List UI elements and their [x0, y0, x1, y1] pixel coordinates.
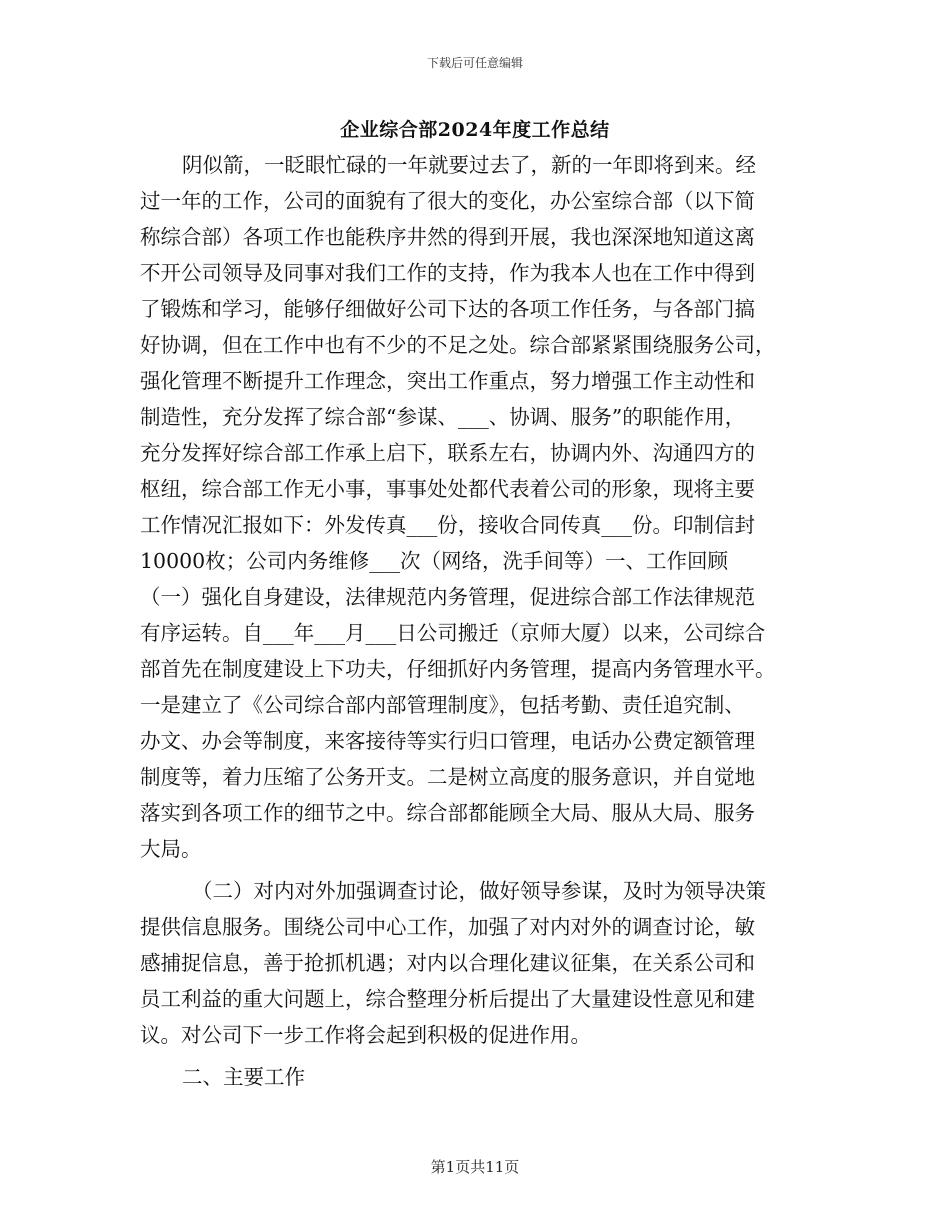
- paragraph-line: 了锻炼和学习，能够仔细做好公司下达的各项工作任务，与各部门搞: [140, 297, 755, 321]
- paragraph-line: 落实到各项工作的细节之中。综合部都能顾全大局、服从大局、服务: [140, 801, 755, 825]
- paragraph-line: 制度等，着力压缩了公务开支。二是树立高度的服务意识，并自觉地: [140, 765, 755, 789]
- paragraph-line: 部首先在制度建设上下功夫，仔细抓好内务管理，提高内务管理水平。: [140, 657, 776, 681]
- paragraph-line: 一是建立了《公司综合部内部管理制度》，包括考勤、责任追究制、: [140, 693, 745, 717]
- page-footer: 第1页共11页: [430, 1158, 520, 1176]
- paragraph-line: 工作情况汇报如下：外发传真___份，接收合同传真___份。印制信封: [140, 513, 755, 537]
- paragraph-line: 不开公司领导及同事对我们工作的支持，作为我本人也在工作中得到: [140, 261, 755, 285]
- paragraph-line: 制造性，充分发挥了综合部“参谋、___、协调、服务”的职能作用，: [140, 405, 746, 429]
- header-note: 下载后可任意编辑: [426, 56, 523, 70]
- paragraph-line: 议。对公司下一步工作将会起到积极的促进作用。: [140, 1023, 591, 1047]
- section-heading-1: （一）强化自身建设，法律规范内务管理，促进综合部工作法律规范: [140, 585, 755, 609]
- paragraph-line: 有序运转。自___年___月___日公司搬迁（京师大厦）以来，公司综合: [140, 621, 766, 645]
- section-heading-main-work: 二、主要工作: [182, 1065, 305, 1089]
- paragraph-line: 过一年的工作，公司的面貌有了很大的变化，办公室综合部（以下简: [140, 189, 755, 213]
- paragraph-line: 感捕捉信息，善于抢抓机遇；对内以合理化建议征集，在关系公司和: [140, 951, 755, 975]
- paragraph-line: 强化管理不断提升工作理念，突出工作重点，努力增强工作主动性和: [140, 369, 755, 393]
- paragraph-line: 10000枚；公司内务维修___次（网络，洗手间等）一、工作回顾: [140, 549, 728, 573]
- section-heading-2: （二）对内对外加强调查讨论，做好领导参谋，及时为领导决策: [192, 879, 766, 903]
- document-body: [140, 147, 805, 1095]
- paragraph-line: 大局。: [140, 837, 202, 861]
- paragraph-line: 称综合部）各项工作也能秩序井然的得到开展，我也深深地知道这离: [140, 225, 755, 249]
- paragraph-line: 提供信息服务。围绕公司中心工作，加强了对内对外的调查讨论，敏: [140, 915, 755, 939]
- document-title: 企业综合部2024年度工作总结: [340, 119, 610, 141]
- paragraph-line: 枢纽，综合部工作无小事，事事处处都代表着公司的形象，现将主要: [140, 477, 755, 501]
- paragraph-line: 阴似箭，一眨眼忙碌的一年就要过去了，新的一年即将到来。经: [182, 153, 756, 177]
- paragraph-line: 充分发挥好综合部工作承上启下，联系左右，协调内外、沟通四方的: [140, 441, 755, 465]
- paragraph-line: 好协调，但在工作中也有不少的不足之处。综合部紧紧围绕服务公司，: [140, 333, 776, 357]
- paragraph-line: 办文、办会等制度，来客接待等实行归口管理，电话办公费定额管理: [140, 729, 755, 753]
- paragraph-line: 员工利益的重大问题上，综合整理分析后提出了大量建设性意见和建: [140, 987, 755, 1011]
